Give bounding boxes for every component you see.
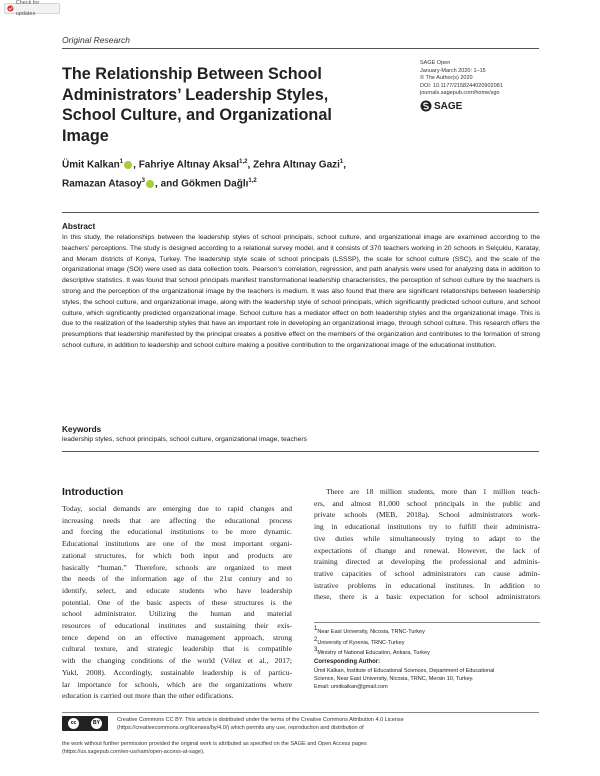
text-line: basically “human.” Therefore, schools are organized to meet	[62, 562, 292, 572]
text-line: Today, social demands are emerging due to rapid changes and	[62, 504, 292, 513]
text-line: and forcing the educational institutions to be more dynamic.	[62, 527, 292, 537]
affiliation-text: University of Kyrenia, TRNC-Turkey	[317, 639, 405, 646]
journal-url[interactable]: journals.sagepub.com/home/sgo	[420, 90, 500, 96]
license-line: Creative Commons CC BY: This article is distributed under the terms of the Creative Commons Attribution 4.0 License	[117, 717, 404, 723]
text-line: the needs of the information age of the 21st century and to	[62, 574, 292, 584]
corresponding-line: Ümit Kalkan, Institute of Educational Sciences, Department of Educational	[314, 668, 495, 674]
affiliation-sup: 2	[314, 636, 318, 643]
abstract-text: In this study, the relationships between the leadership styles of school principals, school culture, and organizational image are examined according to the teachers’ perceptions. The study is designed according to a relational survey model, and it consists of 370 teachers working in 20 schools in Selçuklu, Karatay, and Meram districts of Konya, Turkey. The leadership style scale of school principals (LSSSP), the scale for school culture (SSC), and the scale of the organizational image (SOI) were used as data collection tools. Pearson’s correlation, regression, and path analysis were used for analyzing data in addition to descriptive statistics. It was found that school principals manifest transformational leadership characteristics, the perception of school culture by the teachers is strong and the perception of the organizational image by the teachers is medium. It was also found that there are significant relationships between leadership styles, the school culture, and organizational image, along with the leadership style of school principals, which significantly predicted school culture, and school culture, which significantly predicted organizational image. School culture has a mediator effect on both leadership styles and the organizational image. This is due to the realization of the leadership styles that have an important role in developing an organizational image, through school culture. This research offers the presumptions that leadership manifested by the principal creates a positive effect on the members of the organization and contributes to the formation of strong school culture, in addition to leadership and school culture making a positive contribution to the organizational image of the educational institution.	[62, 234, 540, 349]
text-line: zational structures, for which both input and products are	[62, 550, 292, 560]
license-link[interactable]: (https://creativecommons.org/licenses/by/4.0/) which permits any use, reproduction and distribution of	[117, 725, 364, 731]
introduction-heading: Introduction	[62, 486, 124, 498]
affiliation-text: Near East University, Nicosia, TRNC-Turkey	[317, 628, 425, 635]
text-line: tence depend on an effective management approach, strong	[62, 632, 292, 642]
text-line: ing in educational institutions try to fulfill their administra-	[314, 522, 540, 532]
affiliation-item	[314, 626, 540, 637]
text-line: tive duties while simultaneously trying to adapt to the	[314, 533, 540, 543]
affiliation-sup: 1	[314, 626, 318, 632]
orcid-icon[interactable]	[124, 161, 132, 169]
author-affiliation-sup: 3	[141, 178, 146, 185]
orcid-icon[interactable]	[146, 180, 154, 188]
article-title: The Relationship Between School Administrators’ Leadership Styles, School Culture, and Organizational Image	[62, 65, 332, 145]
cc-icon: cc	[68, 718, 79, 729]
sage-mark-icon	[420, 100, 432, 112]
text-line: these, there is a basic expectation for school administrators	[314, 592, 540, 602]
journal-issue: January-March 2020: 1–15	[420, 67, 486, 74]
text-line: Yukl, 2008). Accordingly, sustainable leadership is of particu-	[62, 667, 292, 677]
affiliation-divider	[314, 622, 540, 623]
affiliation-item	[314, 637, 540, 648]
text-line: school administrator. Utilizing the human and material	[62, 609, 292, 619]
text-line: with the changing conditions of the world (Vélez et al., 2017;	[62, 656, 292, 666]
intro-right-column	[314, 486, 540, 603]
affiliation-text: Ministry of National Education, Ankara, Turkey	[317, 650, 430, 657]
text-line: resources of educational institutes and sustaining their exis-	[62, 621, 292, 631]
affiliations	[314, 626, 540, 658]
license-text	[117, 716, 540, 732]
check-updates-icon	[7, 5, 14, 12]
keywords-divider	[62, 451, 539, 452]
by-icon: BY	[91, 718, 102, 729]
journal-name: SAGE Open	[420, 60, 451, 66]
text-line: ers, and almost 81,000 school principals in the public and	[314, 498, 540, 508]
text-line: istrative problems in educational institutes. In addition to	[314, 580, 540, 590]
intro-left-column	[62, 503, 292, 702]
author-affiliation-sup: 1,2	[239, 159, 248, 165]
text-line: training directed at developing the professional and adminis-	[314, 557, 540, 567]
author-name: Ümit Kalkan	[62, 159, 120, 171]
journal-copyright: © The Author(s) 2020	[420, 75, 473, 81]
check-for-updates-badge[interactable]	[4, 0, 60, 17]
text-line: lar importance for schools, which are the organizations where	[62, 679, 292, 689]
corresponding-author-details	[314, 668, 540, 691]
abstract-divider	[62, 212, 539, 213]
text-line: increasing needs that are affecting the educational process	[62, 515, 292, 525]
cc-by-license-badge[interactable]	[62, 716, 108, 731]
author-name: Fahriye Altınay Aksal	[138, 159, 240, 171]
text-line: private schools (MEB, 2018a). School administrators work-	[314, 510, 540, 520]
check-updates-label: Check for updates	[15, 0, 40, 17]
sage-logo	[420, 100, 462, 112]
corresponding-email[interactable]: Email: umitkalkan@gmail.com	[314, 683, 388, 690]
journal-info	[420, 60, 560, 98]
license-line: the work without further permission provided the original work is attributed as specified on the SAGE and Open Access pages	[62, 741, 367, 747]
keywords-text: leadership styles, school principals, school culture, organizational image, teachers	[62, 436, 308, 443]
author-name: Zehra Altınay Gazi	[253, 159, 340, 171]
corresponding-author-heading: Corresponding Author:	[314, 659, 381, 665]
license-text-continued	[62, 740, 540, 756]
text-line: potential. One of the basic aspects of these structures is the	[62, 597, 292, 607]
text-line: education is carried out more than the other edifications.	[62, 691, 234, 701]
author-affiliation-sup: 1	[339, 159, 344, 165]
text-line: identify, select, and educate students who have leadership	[62, 585, 292, 595]
header-divider	[62, 48, 539, 49]
text-line: trative capacities of school administrators can cause admin-	[314, 568, 540, 578]
author-name: Ramazan Atasoy	[62, 178, 142, 190]
keywords-heading: Keywords	[62, 425, 102, 434]
affiliation-item	[314, 647, 540, 658]
author-list: Ümit Kalkan$^1$ , Fahriye Altınay Aksal$^{1,2}$, Zehra Altınay Gazi$^1$, Ramazan Atasoy$^3$ , and Gökmen Dağlı$^{1,2}$	[62, 159, 347, 190]
article-type-label: Original Research	[62, 35, 131, 45]
text-line: Educational institutions are one of the most important organi-	[62, 539, 292, 549]
author-name: and Gökmen Dağlı	[160, 178, 249, 190]
license-link[interactable]: (https://us.sagepub.com/en-us/nam/open-access-at-sage).	[62, 749, 205, 755]
journal-doi[interactable]: DOI: 10.1177/2158244020902081	[420, 82, 503, 89]
author-affiliation-sup: 1	[119, 159, 124, 165]
text-line: cultural texture, and strategic leadership that is compatible	[62, 644, 292, 654]
abstract-heading: Abstract	[62, 222, 96, 231]
author-affiliation-sup: 1,2	[248, 178, 257, 185]
footer-divider	[62, 712, 539, 713]
text-line: There are 18 million students, more than 1 million teach-	[326, 487, 540, 496]
sage-logo-text: SAGE	[434, 100, 463, 112]
affiliation-sup: 3	[314, 647, 318, 654]
corresponding-line: Science, Near East University, Nicosia, TRNC, Mersin 10, Turkey.	[314, 675, 474, 682]
text-line: expectations of change and renewal. However, the lack of	[314, 545, 540, 555]
